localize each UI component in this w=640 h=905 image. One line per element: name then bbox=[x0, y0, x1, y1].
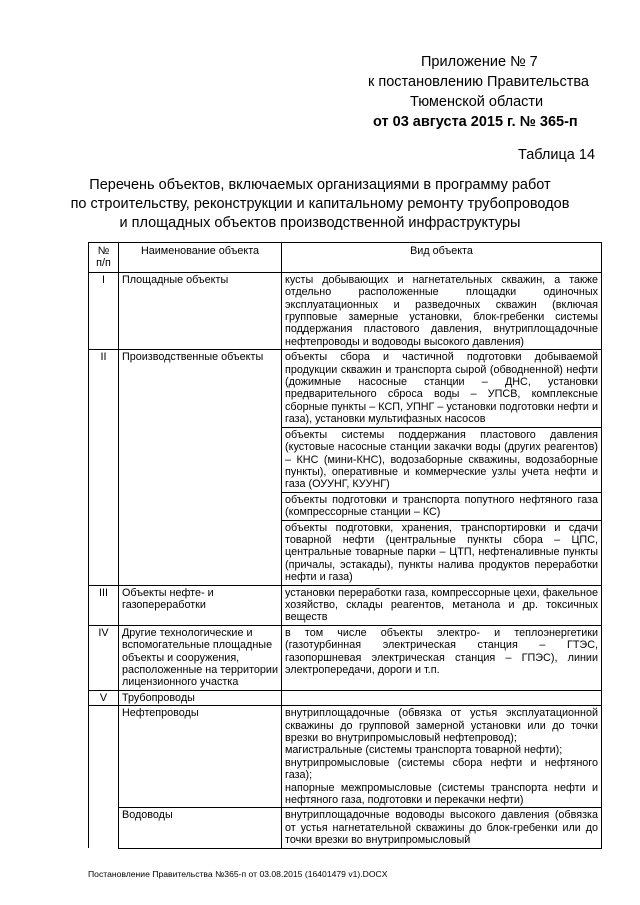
row-object-name: Производственные объекты bbox=[119, 350, 282, 585]
table-row bbox=[89, 585, 602, 625]
document-footer: Постановление Правительства №365-п от 03.08.2015 (16401479 v1).DOCX bbox=[88, 869, 388, 879]
subrow-object-name: Водоводы bbox=[119, 808, 282, 848]
header-object-name: Наименование объекта bbox=[119, 243, 282, 273]
header-object-kind: Вид объекта bbox=[282, 243, 602, 273]
row-number: III bbox=[89, 585, 119, 625]
decree-reference: к постановлению Правительства bbox=[368, 74, 589, 90]
subrow-object-kind bbox=[282, 706, 602, 808]
kind-line: внутрипромысловые (системы сбора нефти и нефтяного газа); bbox=[285, 756, 598, 782]
table-row bbox=[89, 272, 602, 349]
subrow-object-name: Нефтепроводы bbox=[119, 706, 282, 808]
row-object-name: Другие технологические и вспомогательные площадные объекты и сооружения, расположенные на территории лицензионного участка bbox=[119, 625, 282, 690]
table-row bbox=[89, 808, 602, 848]
appendix-label: Приложение № 7 bbox=[421, 54, 538, 70]
table-row bbox=[89, 350, 602, 427]
row-number: II bbox=[89, 350, 119, 585]
table-row bbox=[89, 625, 602, 690]
subrow-object-kind: внутриплощадочные водоводы высокого давления (обвязка от устья нагнетательной скважины до блок-гребенки или до точки врезки во внутрипромысловый bbox=[282, 808, 602, 848]
row-object-kind-empty bbox=[282, 690, 602, 705]
title-line: по строительству, реконструкции и капитальному ремонту трубопроводов bbox=[70, 196, 570, 212]
kind-line: внутриплощадочные (обвязка от устья эксплуатационной скважины до групповой замерной установки или до точки врезки во внутрипромысловый нефтепровод); bbox=[285, 707, 598, 745]
decree-date-number: от 03 августа 2015 г. № 365-п bbox=[373, 114, 578, 130]
row-object-kind: кусты добывающих и нагнетательных скважин, а также отдельно расположенные площадки одиночных эксплуатационных и разведочных скважин (включая групповые замерные установки, блок-гребенки системы поддержания пластового давления, внутриплощадочные нефтепроводы и водоводы высокого давления) bbox=[282, 272, 602, 349]
table-label: Таблица 14 bbox=[518, 147, 596, 163]
title-line: и площадных объектов производственной инфраструктуры bbox=[119, 215, 521, 231]
row-number: V bbox=[89, 690, 119, 705]
table-row bbox=[89, 690, 602, 705]
row-object-name: Трубопроводы bbox=[119, 690, 282, 705]
row-object-kind: объекты системы поддержания пластового давления (кустовые насосные станции закачки воды (других реагентов) – КНС (мини-КНС), водозаборные скважины, водозаборные пункты), оперативные и коммерческие узлы учета нефти и газа (ОУУНГ, КУУНГ) bbox=[282, 427, 602, 492]
row-number: I bbox=[89, 272, 119, 349]
kind-line: напорные межпромысловые (системы транспорта нефти и нефтяного газа, подготовки и перекачки нефти) bbox=[285, 781, 598, 807]
kind-line: магистральные (системы транспорта товарной нефти); bbox=[285, 744, 563, 757]
header-number: № п/п bbox=[89, 243, 119, 273]
row-object-name: Площадные объекты bbox=[119, 272, 282, 349]
row-object-kind: объекты подготовки, хранения, транспортировки и сдачи товарной нефти (центральные пункты сбора – ЦПС, центральные товарные парки – ЦТП, нефтеналивные пункты (причалы, эстакады), пункты налива продуктов переработки нефти и газа) bbox=[282, 520, 602, 585]
row-object-kind: в том числе объекты электро- и теплоэнергетики (газотурбинная электрическая станция – ГТЭС, газопоршневая электрическая станция – ГПЭС), линии электропередачи, дороги и т.п. bbox=[282, 625, 602, 690]
row-object-kind: объекты сбора и частичной подготовки добываемой продукции скважин и транспорта сырой (обводненной) нефти (дожимные насосные станции – ДНС, установки предварительного сброса воды – УПСВ, комплексные сборные пункты – КСП, УПНГ – установки подготовки нефти и газа), установки мультифазных насосов bbox=[282, 350, 602, 427]
row-number-empty bbox=[89, 808, 119, 848]
region-name: Тюменской области bbox=[410, 94, 544, 110]
row-object-name: Объекты нефте- и газопереработки bbox=[119, 585, 282, 625]
row-object-kind: объекты подготовки и транспорта попутного нефтяного газа (компрессорные станции – КС) bbox=[282, 492, 602, 520]
row-number: IV bbox=[89, 625, 119, 690]
table-row bbox=[89, 706, 602, 808]
objects-table bbox=[88, 242, 602, 849]
row-number-empty bbox=[89, 706, 119, 808]
table-header-row bbox=[89, 243, 602, 273]
title-line: Перечень объектов, включаемых организациями в программу работ bbox=[89, 177, 551, 193]
row-object-kind: установки переработки газа, компрессорные цехи, факельное хозяйство, склады реагентов, метанола и др. токсичных веществ bbox=[282, 585, 602, 625]
document-title bbox=[60, 176, 580, 233]
